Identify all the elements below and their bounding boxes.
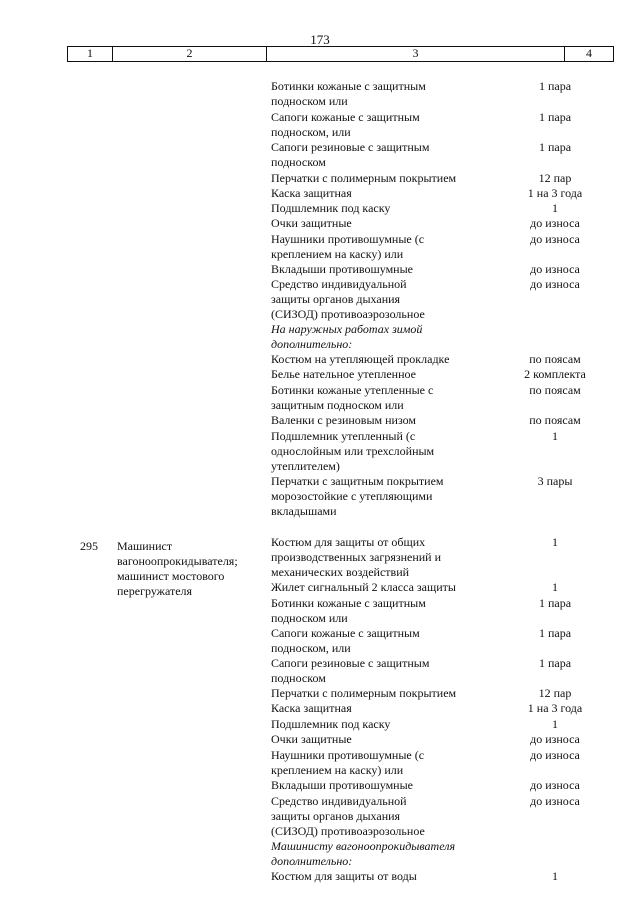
item-norm: 1 пара — [538, 626, 572, 640]
item-norm: 1 на 3 года — [527, 186, 583, 200]
item-name: Подшлемник под каску — [271, 717, 391, 731]
item-norm: 12 пар — [538, 686, 572, 700]
item-name: Ботинки кожаные с защитным подноском или — [271, 79, 426, 108]
item-norm: 1 — [552, 717, 558, 731]
item-name: Белье нательное утепленное — [271, 367, 416, 381]
header-col-3: 3 — [267, 47, 565, 61]
item-norm: 1 пара — [538, 596, 572, 610]
item-name: Каска защитная — [271, 701, 352, 715]
item-name: Вкладыши противошумные — [271, 262, 413, 276]
group-number: 295 — [80, 539, 98, 553]
item-norm: 2 комплекта — [524, 367, 586, 381]
item-norm: 1 пара — [538, 140, 572, 154]
item-name: Костюм для защиты от воды — [271, 869, 417, 883]
item-norm: 1 — [552, 869, 558, 883]
item-name: Перчатки с полимерным покрытием — [271, 686, 457, 700]
item-name: Сапоги резиновые с защитным подноском — [271, 656, 430, 685]
item-name: Ботинки кожаные с защитным подноском или — [271, 596, 426, 625]
page-number: 173 — [310, 32, 330, 47]
item-norm: до износа — [530, 732, 580, 746]
item-norm: до износа — [530, 216, 580, 230]
item-norm: 12 пар — [538, 171, 572, 185]
header-col-4: 4 — [586, 46, 592, 60]
item-norm: до износа — [530, 277, 580, 291]
item-norm: 1 — [552, 201, 558, 215]
item-name: Сапоги кожаные с защитным подноском, или — [271, 110, 420, 139]
item-name: Очки защитные — [271, 732, 352, 746]
item-norm: до износа — [530, 232, 580, 246]
item-name: Подшлемник под каску — [271, 201, 391, 215]
item-name: Сапоги кожаные с защитным подноском, или — [271, 626, 420, 655]
item-name: Наушники противошумные (с креплением на каску) или — [271, 232, 425, 261]
item-name: На наружных работах зимой дополнительно: — [271, 322, 423, 351]
item-name: Машинисту вагоноопрокидывателя дополнительно: — [271, 839, 456, 868]
item-name: Каска защитная — [271, 186, 352, 200]
group-occupation: Машинист вагоноопрокидывателя; машинист мостового перегружателя — [117, 539, 238, 598]
item-norm: до износа — [530, 778, 580, 792]
item-name: Перчатки с полимерным покрытием — [271, 171, 457, 185]
item-norm: до износа — [530, 262, 580, 276]
item-norm: 1 пара — [538, 656, 572, 670]
header-col-1: 1 — [68, 47, 113, 61]
item-name: Сапоги резиновые с защитным подноском — [271, 140, 430, 169]
item-norm: 1 — [552, 580, 558, 594]
item-norm: 1 — [552, 535, 558, 549]
item-norm: по поясам — [529, 413, 581, 427]
item-norm: по поясам — [529, 383, 581, 397]
item-name: Средство индивидуальной защиты органов дыхания (СИЗОД) противоаэрозольное — [271, 794, 425, 838]
item-norm: по поясам — [529, 352, 581, 366]
table-header — [67, 46, 614, 62]
item-norm: до износа — [530, 748, 580, 762]
item-norm: 1 на 3 года — [527, 701, 583, 715]
item-name: Ботинки кожаные утепленные с защитным подноском или — [271, 383, 434, 412]
item-norm: 1 — [552, 429, 558, 443]
item-name: Наушники противошумные (с креплением на каску) или — [271, 748, 425, 777]
item-name: Жилет сигнальный 2 класса защиты — [271, 580, 456, 594]
item-name: Вкладыши противошумные — [271, 778, 413, 792]
item-name: Костюм на утепляющей прокладке — [271, 352, 450, 366]
header-col-2: 2 — [113, 47, 267, 61]
item-name: Очки защитные — [271, 216, 352, 230]
item-norm: 1 пара — [538, 79, 572, 93]
item-name: Средство индивидуальной защиты органов дыхания (СИЗОД) противоаэрозольное — [271, 277, 425, 321]
item-name: Костюм для защиты от общих производственных загрязнений и механических воздействий — [271, 535, 442, 579]
item-norm: 1 пара — [538, 110, 572, 124]
item-norm: до износа — [530, 794, 580, 808]
item-name: Валенки с резиновым низом — [271, 413, 417, 427]
item-norm: 3 пары — [537, 474, 573, 488]
item-name: Перчатки с защитным покрытием морозостойкие с утепляющими вкладышами — [271, 474, 444, 518]
item-name: Подшлемник утепленный (с однослойным или трехслойным утеплителем) — [271, 429, 435, 473]
